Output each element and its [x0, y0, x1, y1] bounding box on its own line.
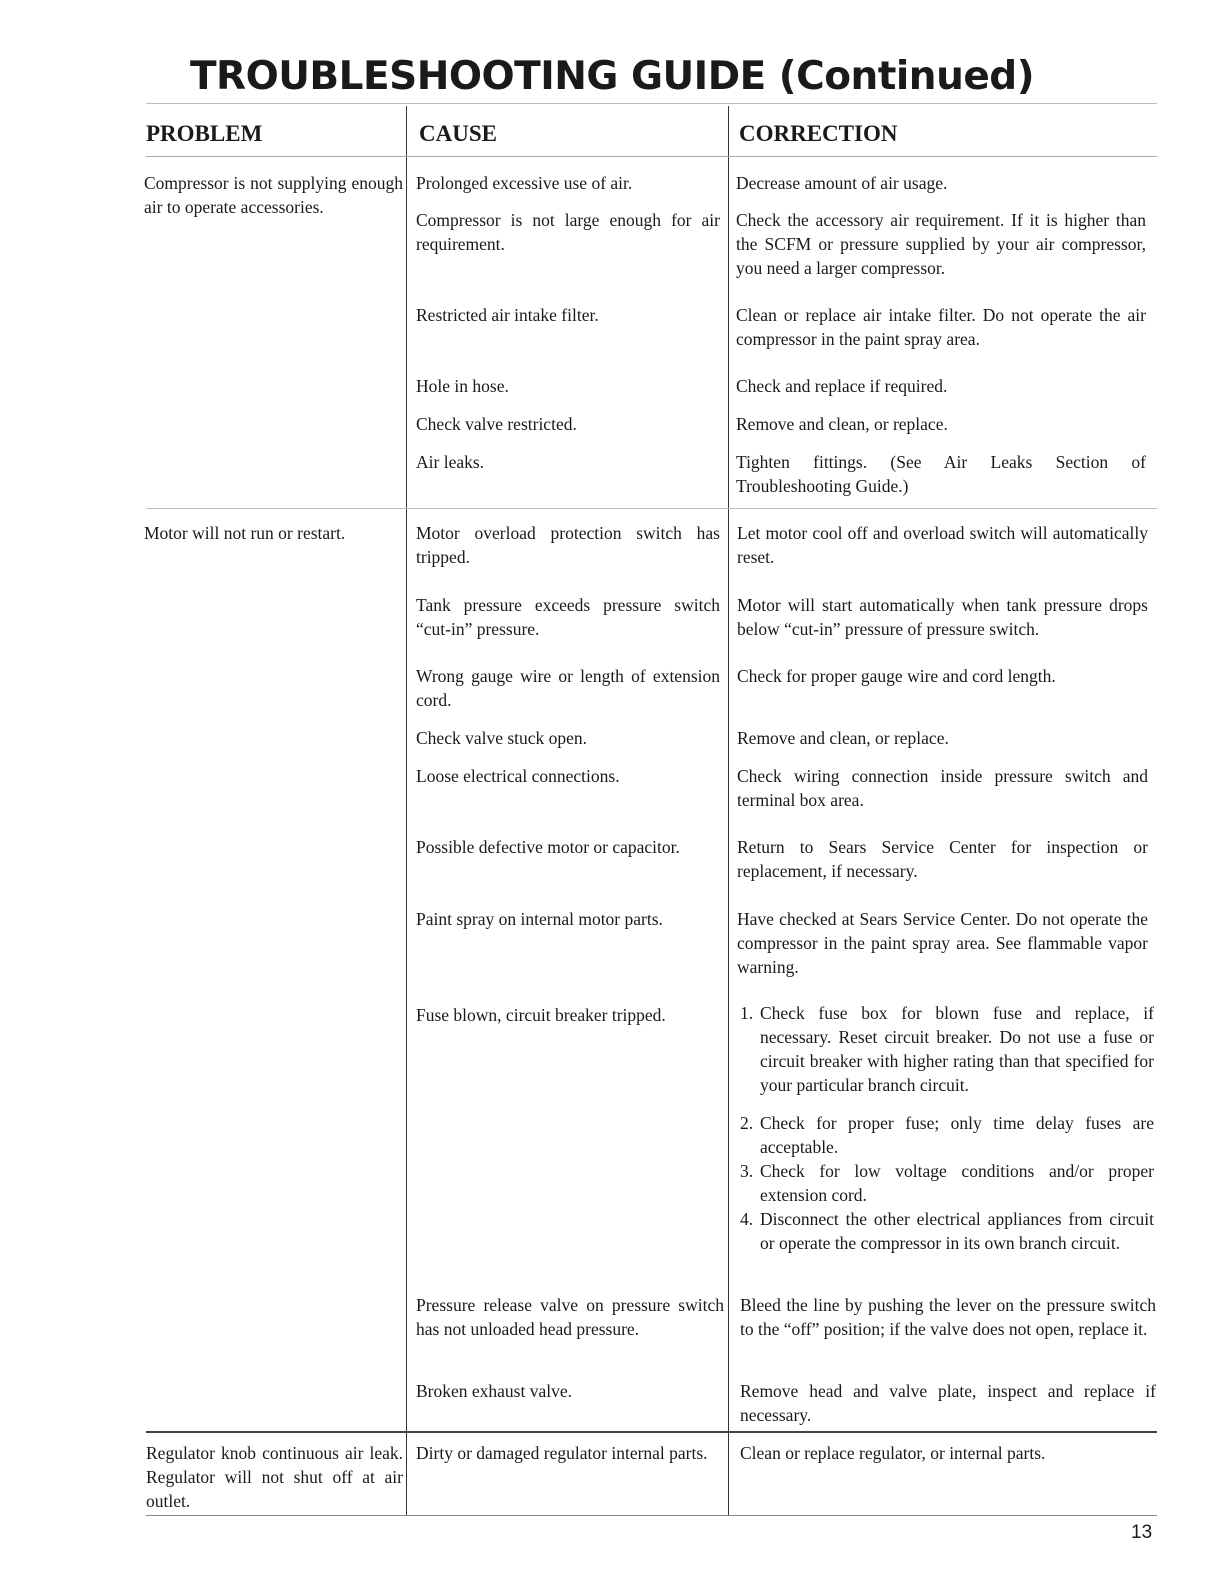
correction-step: [740, 1001, 1154, 1097]
correction-text: Decrease amount of air usage.: [736, 173, 948, 193]
correction-step: [740, 1111, 1154, 1159]
cause-text: Compressor is not large enough for air requirement.: [416, 210, 720, 254]
correction-text: Check for proper gauge wire and cord length.: [737, 666, 1056, 686]
header-correction: CORRECTION: [739, 121, 898, 146]
cause-text: Dirty or damaged regulator internal parts.: [416, 1443, 708, 1463]
problem-text: Regulator knob continuous air leak. Regulator will not shut off at air outlet.: [146, 1443, 403, 1511]
cause-text: Pressure release valve on pressure switch has not unloaded head pressure.: [416, 1295, 724, 1339]
correction-text: Check and replace if required.: [736, 376, 948, 396]
title-rule: [146, 103, 1157, 104]
correction-text: Clean or replace air intake filter. Do not operate the air compressor in the paint spray area.: [736, 305, 1146, 349]
divider-problem-cause: [406, 106, 407, 1515]
cause-text: Broken exhaust valve.: [416, 1381, 572, 1401]
step-text: Check for proper fuse; only time delay fuses are acceptable.: [760, 1113, 1154, 1157]
cause-text: Motor overload protection switch has tripped.: [416, 523, 720, 567]
problem-text: Compressor is not supplying enough air to operate accessories.: [144, 173, 403, 217]
cause-text: Prolonged excessive use of air.: [416, 173, 633, 193]
step-text: Check for low voltage conditions and/or proper extension cord.: [760, 1161, 1154, 1205]
header-cause: CAUSE: [419, 121, 497, 146]
correction-text: Check wiring connection inside pressure switch and terminal box area.: [737, 766, 1148, 810]
correction-text: Remove and clean, or replace.: [736, 414, 948, 434]
cause-text: Wrong gauge wire or length of extension cord.: [416, 666, 720, 710]
header-rule: [146, 156, 1157, 157]
correction-text: Clean or replace regulator, or internal parts.: [740, 1443, 1046, 1463]
cause-text: Hole in hose.: [416, 376, 509, 396]
page-number: 13: [1131, 1522, 1153, 1543]
correction-step: [740, 1159, 1154, 1207]
correction-text: Remove head and valve plate, inspect and replace if necessary.: [740, 1381, 1156, 1425]
section-rule-1: [146, 508, 1157, 509]
correction-step: [740, 1207, 1154, 1255]
bottom-rule: [146, 1515, 1157, 1516]
cause-text: Fuse blown, circuit breaker tripped.: [416, 1005, 666, 1025]
correction-text: Remove and clean, or replace.: [737, 728, 949, 748]
step-number: 4.: [740, 1209, 754, 1229]
step-text: Disconnect the other electrical appliances from circuit or operate the compressor in its own branch circuit.: [760, 1209, 1154, 1253]
header-problem: PROBLEM: [146, 121, 263, 146]
cause-text: Paint spray on internal motor parts.: [416, 909, 663, 929]
correction-text: Check the accessory air requirement. If it is higher than the SCFM or pressure supplied by your air compressor, you need a larger compressor.: [736, 210, 1146, 278]
cause-text: Possible defective motor or capacitor.: [416, 837, 680, 857]
cause-text: Check valve restricted.: [416, 414, 577, 434]
correction-text: Return to Sears Service Center for inspection or replacement, if necessary.: [737, 837, 1148, 881]
correction-text: Motor will start automatically when tank pressure drops below “cut-in” pressure of pressure switch.: [737, 595, 1148, 639]
page-title: TROUBLESHOOTING GUIDE (Continued): [189, 54, 1035, 99]
cause-text: Check valve stuck open.: [416, 728, 588, 748]
cause-text: Loose electrical connections.: [416, 766, 620, 786]
correction-text: Tighten fittings. (See Air Leaks Section of Troubleshooting Guide.): [736, 452, 1146, 496]
cause-text: Air leaks.: [416, 452, 485, 472]
section-rule-2: [146, 1431, 1157, 1433]
step-text: Check fuse box for blown fuse and replace, if necessary. Reset circuit breaker. Do not use a fuse or circuit breaker with higher rating than that specified for your particular branch circuit.: [760, 1003, 1154, 1095]
correction-text: Bleed the line by pushing the lever on the pressure switch to the “off” position; if the valve does not open, replace it.: [740, 1295, 1156, 1339]
divider-cause-correction: [728, 106, 729, 1515]
problem-text: Motor will not run or restart.: [144, 523, 346, 543]
cause-text: Restricted air intake filter.: [416, 305, 599, 325]
step-number: 1.: [740, 1003, 754, 1023]
correction-text: Let motor cool off and overload switch will automatically reset.: [737, 523, 1148, 567]
step-number: 3.: [740, 1161, 754, 1181]
correction-text: Have checked at Sears Service Center. Do not operate the compressor in the paint spray area. See flammable vapor warning.: [737, 909, 1148, 977]
step-number: 2.: [740, 1113, 754, 1133]
cause-text: Tank pressure exceeds pressure switch “cut-in” pressure.: [416, 595, 720, 639]
